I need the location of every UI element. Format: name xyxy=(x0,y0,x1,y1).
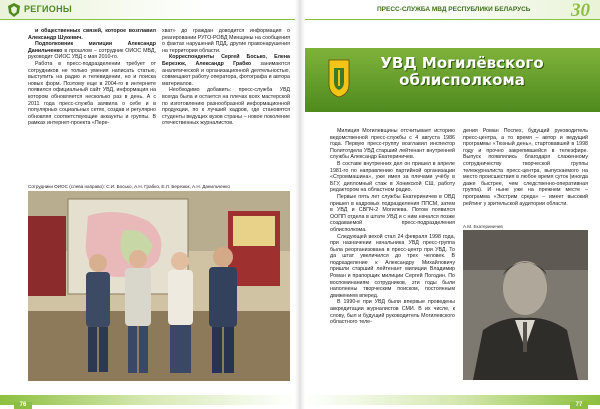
coat-of-arms-icon xyxy=(327,58,351,98)
right-page-header xyxy=(305,0,600,20)
right-footer-bar xyxy=(305,395,600,405)
paragraph: Необходимо добавить: пресс-служба УВД всегда была и остается на плечах всех мастерской по изготовлению разнообразной информационной продукции, по к лучший кадров, где становятся студенты ведущих вузов страны – новое поколение отечественных журналистов. xyxy=(162,87,290,127)
paragraph-bold-text: Подполковник милиции Александр Данильченко xyxy=(28,41,156,54)
paragraph: хват» до граждан доводится информация о реагировании РУГО-РОВД Минщины на сообщения о фактах нарушений ПДД, другие правонарушения на территории области. xyxy=(162,28,290,54)
paragraph xyxy=(28,41,156,61)
left-footer-bar xyxy=(0,395,296,405)
portrait-photo xyxy=(463,230,588,380)
paragraph-text: в прошлом – сотрудник ОИОС МВД, руководит ОИОС УВД с мая 2010-го. xyxy=(28,47,156,61)
paragraph: Следующей вехой стал 24 февраля 1998 года, при назначении начальника УВД пресс-группа была реорганизована в пресс-центр при УВД. То да штат увеличился до трех человек. В подразделение к Александру Михайловичу пришли старший лейтенант милиции Владимир Роман и прапорщик милиции Сергей Погодин. По воспоминаниям сотрудников, эти годы были наполнены творческим поиском, постоянным движением вперед. xyxy=(330,233,455,299)
anniversary-number: 30 xyxy=(571,0,590,21)
left-text-column-1 xyxy=(28,28,156,127)
section-title: РЕГИОНЫ xyxy=(24,4,72,14)
paragraph-text: занимаются аналитической и организационной деятельностью, совмещают работу оператора, фотографа и автора материалов. xyxy=(162,60,290,87)
officer-figure xyxy=(168,252,193,373)
paragraph xyxy=(162,54,290,87)
paragraph-bold-text: Корреспонденты Сергей Босько, Елена Березюк, Александр Грабко xyxy=(162,54,290,67)
right-text-column-1 xyxy=(330,128,455,326)
paragraph: Первые пять лет службы Екатериничев в ОВД пришел в кадровых подразделения ППСМ, затем в УВД и СВПЧ-2 Могилева. Потом появился ООПП отдела в штате УВД и с ним начался позже создаваемой пресс-подразделения облисполкома. xyxy=(330,193,455,233)
paragraph: дения Роман Поспех, будущий руководитель пресс-центра, а то время – автор и ведущий программы «Тюзный день», стартовавшей в 1998 году и прочно закрепившейся в телеэфире. Выпуск появлялись благодаря слаженному сотрудничеству творческой группы тележурналиста пресс-центра, выпускаемого на место происшествия в любое время суток (иногда даже быстрее, чем следственно-оперативная группа). И ныне уже на прежнем месте – программа «Экстрим среда» – имеет высокий рейтинг у зрительской аудитории области. xyxy=(463,128,588,207)
paragraph xyxy=(330,128,455,161)
page-gutter xyxy=(295,0,305,409)
left-text-column-2 xyxy=(162,28,290,127)
paragraph-text: Милиция Могилевщины отсчитывает историю ведомственной пресс-службы с 4 августа 1986 года. Первую пресс-группу возглавил инспектор Политотдела УВД старший лейтенант внутренней службы Александр Екатериничев. xyxy=(330,128,455,161)
emblem-icon xyxy=(8,3,20,17)
article-title xyxy=(362,55,562,89)
paragraph: В 1990-е при УВД были впервые проведены аккредитации журналистов СМИ. В их числе, к слову, был и будущий руководитель Могилевского областного теле- xyxy=(330,299,455,326)
paragraph: В составе внутренних дел он пришел в апреле 1981-го по направлению партийной организации «Строммашина», уже имея за плечами учёбу в БГУ, дипломный стаж в Хоникской СШ, работу редактором на областном радио. xyxy=(330,160,455,194)
article-title-line-1: УВД Могилёвского xyxy=(380,54,544,72)
article-title-line-2: облисполкома xyxy=(399,71,525,89)
paragraph: Работа в пресс-подразделении требует от сотрудников не только умения написать статью, выступить на радио и телевидении, но и поиска новых форм. Поэтому еще в 2004-го в интернете появился официальный сайт УВД, информация на котором обновляется несколько раз в день. А с 2011 года пресс-служба заявила о себе и в популярных социальных сетях, создав и регулярно обновляя соответствующие аккаунты и группы. В рамках интернет-проекта «Пере- xyxy=(28,60,156,127)
portrait-caption: А.М. Екатериничев xyxy=(463,224,503,229)
page-number-right: 77 xyxy=(570,402,588,409)
photo-caption: Сотрудники ОИОС (слева направо): С.И. Босько, А.Н. Грабко, Е.Л. Березюк, А.Н. Данильченко xyxy=(28,184,230,189)
paragraph-bold-text: и общественных связей, которое возглавил Александр Шукевич. xyxy=(28,28,156,41)
group-photo xyxy=(28,191,290,381)
magazine-title: ПРЕСС-СЛУЖБА МВД РЕСПУБЛИКИ БЕЛАРУСЬ xyxy=(377,6,531,13)
left-page-header xyxy=(0,0,296,20)
page-number-left: 76 xyxy=(14,402,32,409)
right-text-column-2 xyxy=(463,128,588,207)
paragraph xyxy=(28,28,156,41)
